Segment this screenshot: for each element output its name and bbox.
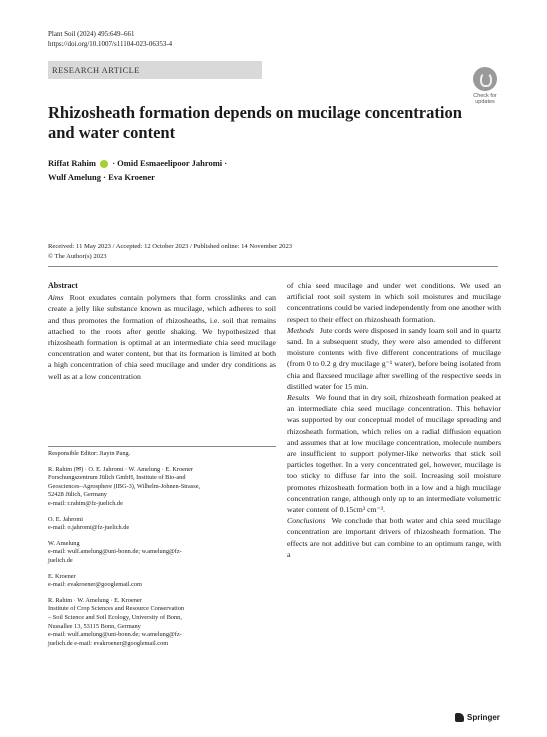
affiliation-block: O. E. Jahromi e-mail: o.jahromi@fz-juelich.de <box>48 516 276 533</box>
publication-dates <box>48 242 292 261</box>
email-link[interactable]: e-mail: wulf.amelung@uni-bonn.de; w.amelung@fz- <box>48 548 182 556</box>
publisher-name: Springer <box>467 713 500 722</box>
abstract-aims: Aims Root exudates contain polymers that form crosslinks and can create a jelly like substance known as mucilage, which adheres to soil and thus promotes the formation of rhizosheaths, i.e. soil that remains attached to the roots after gentle shaking. We hypothesized that rhizosheath formation is optimal at an intermediate chia seed mucilage concentration and water content, but that its formation is limited at both a high concentration of chia seed mucilage and under dry conditions as well as at a low concentration <box>48 293 276 381</box>
affiliation-block: R. Rahim · W. Amelung · E. Kroener Institute of Crop Sciences and Resource Conservation – Soil Science and Soil Ecology, University of Bonn, Nussallee 13, 53115 Bonn, Germany e-mail: wulf.amelung@uni-bonn.de; w.amelung@fz- juelich.de e-mail: evakroener@googlemail.com <box>48 597 276 649</box>
orcid-icon[interactable] <box>100 160 108 168</box>
affiliation-block: E. Kroener e-mail: evakroener@googlemail.com <box>48 573 276 590</box>
email-link[interactable]: e-mail: o.jahromi@fz-juelich.de <box>48 524 130 532</box>
article-title: Rhizosheath formation depends on mucilage concentration and water content <box>48 103 462 142</box>
abstract-results: Results We found that in dry soil, rhizosheath formation peaked at an intermediate chia seed mucilage concentration. This behavior was supported by our conceptual model of mucilage spreading and rhizosheath formation, which relies on a radial diffusion equation and assumes that at low mucilage concentration, molecule numbers are insufficient to support polymer-like networks that stick soil particles together. In a very concentrated gel, however, mucilage is too sticky to diffuse far into the soil. Increasing soil moisture promotes rhizosheath formation both in a low and a high mucilage concentration range, although only up to an intermediate volumetric water content of 0.15cm³ cm⁻³. <box>287 393 501 515</box>
responsible-editor: Responsible Editor: Jiayin Pang. <box>48 450 131 457</box>
author-name[interactable]: Riffat Rahim <box>48 158 96 168</box>
email-link[interactable]: e-mail: wulf.amelung@uni-bonn.de; w.amelung@fz- <box>48 631 182 639</box>
abstract-aims-continued: of chia seed mucilage and under wet conditions. We used an artificial root soil system in which soil moistures and mucilage concentrations could be varied independently from one another with respect to their effect on rhizosheath formation. <box>287 281 501 324</box>
affiliation-block: W. Amelung e-mail: wulf.amelung@uni-bonn.de; w.amelung@fz- juelich.de <box>48 540 276 566</box>
journal-citation: Plant Soil (2024) 495:649–661 <box>48 30 135 38</box>
author-line: Wulf Amelung · Eva Kroener <box>48 172 155 182</box>
copyright-line: © The Author(s) 2023 <box>48 252 107 260</box>
check-for-updates-label: Check for updates <box>473 93 497 105</box>
check-for-updates-badge[interactable] <box>468 67 502 105</box>
abstract-methods: Methods Jute cords were disposed in sandy loam soil and in quartz sand. In a subsequent study, they were also amended to different moisture contents with five different concentrations of mucilage (from 0 to 0.2 g dry mucilage g⁻¹ water), before being isolated from chia and flaxseed mucilage after swelling of the respective seeds in distilled water for 15 min. <box>287 325 501 391</box>
section-band <box>48 61 262 79</box>
footnote-divider <box>48 446 276 447</box>
email-link[interactable]: e-mail: evakroener@googlemail.com <box>48 581 142 589</box>
abstract-right-column <box>287 280 501 560</box>
dates-line: Received: 11 May 2023 / Accepted: 12 October 2023 / Published online: 14 November 2023 <box>48 243 293 250</box>
abstract-heading: Abstract <box>48 281 78 290</box>
divider <box>48 266 498 267</box>
author-list: Riffat Rahim · Omid Esmaeelipoor Jahromi · Wulf Amelung · Eva Kroener <box>48 156 348 184</box>
abstract-conclusions: Conclusions We conclude that both water and chia seed mucilage concentration are important drivers of rhizosheath formation. The effects are not additive but can combine to an optimum range, with a <box>287 516 501 559</box>
author-name[interactable]: Omid Esmaeelipoor Jahromi <box>117 158 223 168</box>
footnotes <box>48 450 276 655</box>
abstract-left-column <box>48 280 276 382</box>
affiliation-block: R. Rahim (✉) · O. E. Jahromi · W. Amelung · E. Kroener Forschungszentrum Jülich GmbH, Institute of Bio-and Geosciences–Agrosphere (IBG-3), Wilhelm-Johnen-Strasse, 52428 Jülich, Germany e-mail: r.rahim@fz-juelich.de <box>48 466 276 509</box>
publisher-logo <box>455 713 500 722</box>
journal-header <box>48 30 172 49</box>
check-for-updates-icon <box>473 67 497 91</box>
section-label: RESEARCH ARTICLE <box>52 65 140 75</box>
email-link[interactable]: e-mail: r.rahim@fz-juelich.de <box>48 499 123 507</box>
doi-link[interactable]: https://doi.org/10.1007/s11104-023-06353-4 <box>48 39 173 48</box>
springer-horse-icon <box>455 713 464 722</box>
